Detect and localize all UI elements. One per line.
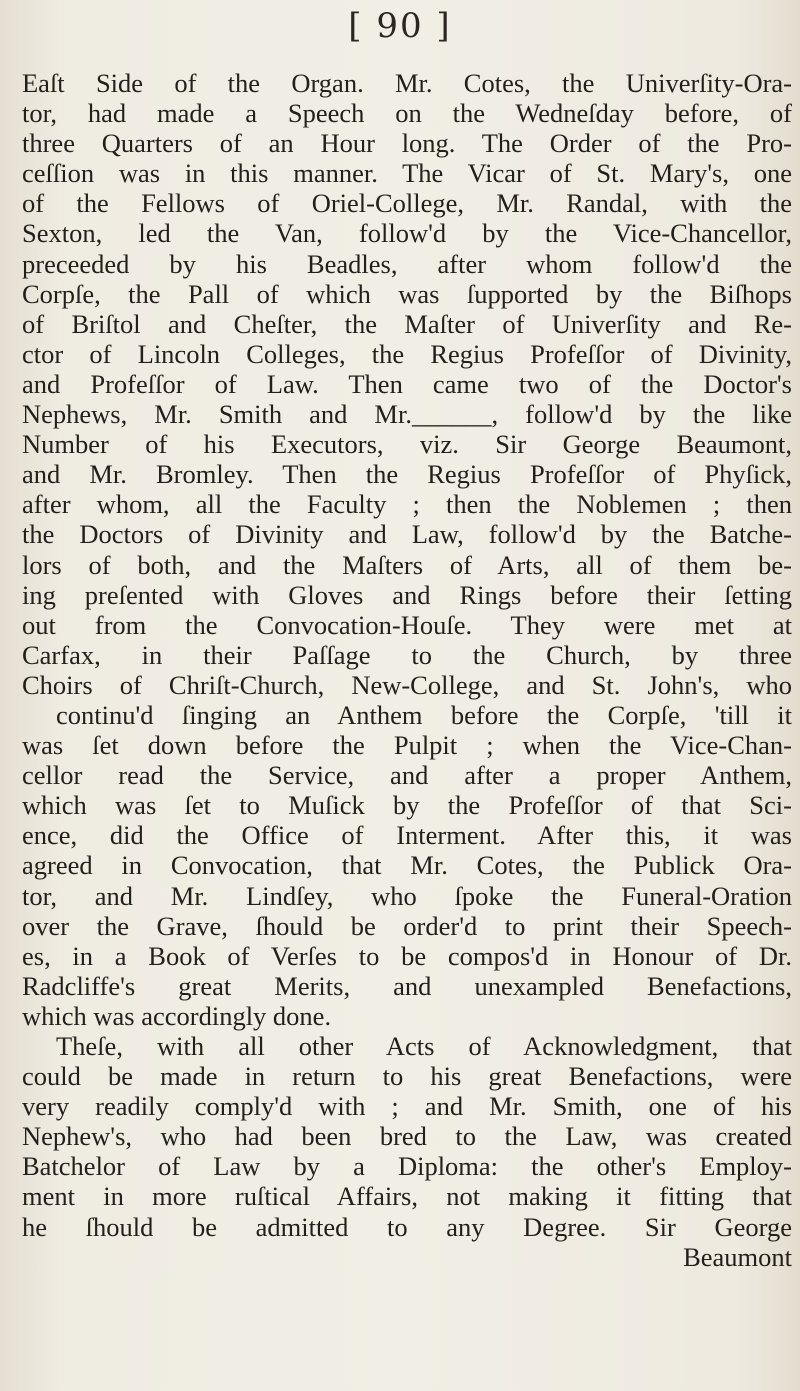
text-line: Corpſe, the Pall of which was ſupported by the Biſhops bbox=[22, 278, 792, 309]
text-line: Number of his Executors, viz. Sir George Beaumont, bbox=[22, 429, 792, 460]
body-text bbox=[22, 68, 792, 1272]
text-line: es, in a Book of Verſes to be compos'd in Honour of Dr. bbox=[22, 940, 792, 971]
text-line: over the Grave, ſhould be order'd to print their Speech- bbox=[22, 910, 792, 941]
text-line: ctor of Lincoln Colleges, the Regius Profeſſor of Divinity, bbox=[22, 338, 792, 369]
text-line: and Mr. Bromley. Then the Regius Profeſſor of Phyſick, bbox=[22, 459, 792, 490]
text-line: ing preſented with Gloves and Rings before their ſetting bbox=[22, 579, 792, 610]
text-line: Sexton, led the Van, follow'd by the Vice-Chancellor, bbox=[22, 218, 792, 249]
text-line: was ſet down before the Pulpit ; when the Vice-Chan- bbox=[22, 730, 792, 761]
text-line: lors of both, and the Maſters of Arts, all of them be- bbox=[22, 549, 792, 580]
text-line: ceſſion was in this manner. The Vicar of St. Mary's, one bbox=[22, 158, 792, 189]
text-line: preceeded by his Beadles, after whom follow'd the bbox=[22, 248, 792, 279]
text-line: of the Fellows of Oriel-College, Mr. Randal, with the bbox=[22, 188, 792, 219]
text-line: three Quarters of an Hour long. The Order of the Pro- bbox=[22, 128, 792, 159]
text-line: which was accordingly done. bbox=[22, 1000, 332, 1031]
text-line: and Profeſſor of Law. Then came two of the Doctor's bbox=[22, 368, 792, 399]
text-line: very readily comply'd with ; and Mr. Smith, one of his bbox=[22, 1091, 792, 1122]
text-line: Radcliffe's great Merits, and unexampled Benefactions, bbox=[22, 970, 792, 1001]
page-number: [ 90 ] bbox=[348, 6, 452, 46]
text-line: Nephew's, who had been bred to the Law, was created bbox=[22, 1121, 792, 1152]
text-line: cellor read the Service, and after a proper Anthem, bbox=[22, 760, 792, 791]
text-line: could be made in return to his great Benefactions, were bbox=[22, 1061, 792, 1092]
text-line: Carfax, in their Paſſage to the Church, by three bbox=[22, 639, 792, 670]
text-line: ence, did the Office of Interment. After this, it was bbox=[22, 820, 792, 851]
text-line: continu'd ſinging an Anthem before the Corpſe, 'till it bbox=[56, 699, 792, 730]
text-line: which was ſet to Muſick by the Profeſſor of that Sci- bbox=[22, 790, 792, 821]
text-line: agreed in Convocation, that Mr. Cotes, the Publick Ora- bbox=[22, 850, 792, 881]
text-line: Eaſt Side of the Organ. Mr. Cotes, the Univerſity-Ora- bbox=[22, 68, 792, 98]
text-line: Choirs of Chriſt-Church, New-College, and St. John's, who bbox=[22, 669, 792, 700]
text-line: out from the Convocation-Houſe. They were met at bbox=[22, 609, 792, 640]
text-line: tor, had made a Speech on the Wedneſday before, of bbox=[22, 98, 792, 129]
text-line: Theſe, with all other Acts of Acknowledgment, that bbox=[56, 1031, 792, 1061]
text-line: Batchelor of Law by a Diploma: the other's Employ- bbox=[22, 1151, 792, 1182]
text-line: of Briſtol and Cheſter, the Maſter of Univerſity and Re- bbox=[22, 308, 792, 339]
text-line: Nephews, Mr. Smith and Mr.______, follow'd by the like bbox=[22, 399, 792, 430]
text-line: he ſhould be admitted to any Degree. Sir George bbox=[22, 1211, 792, 1242]
text-line: the Doctors of Divinity and Law, follow'd by the Batche- bbox=[22, 519, 792, 550]
text-line: tor, and Mr. Lindſey, who ſpoke the Funeral-Oration bbox=[22, 880, 792, 911]
text-line: ment in more ruſtical Affairs, not making it fitting that bbox=[22, 1181, 792, 1212]
text-line: after whom, all the Faculty ; then the Noblemen ; then bbox=[22, 489, 792, 520]
catchword: Beaumont bbox=[683, 1241, 792, 1272]
